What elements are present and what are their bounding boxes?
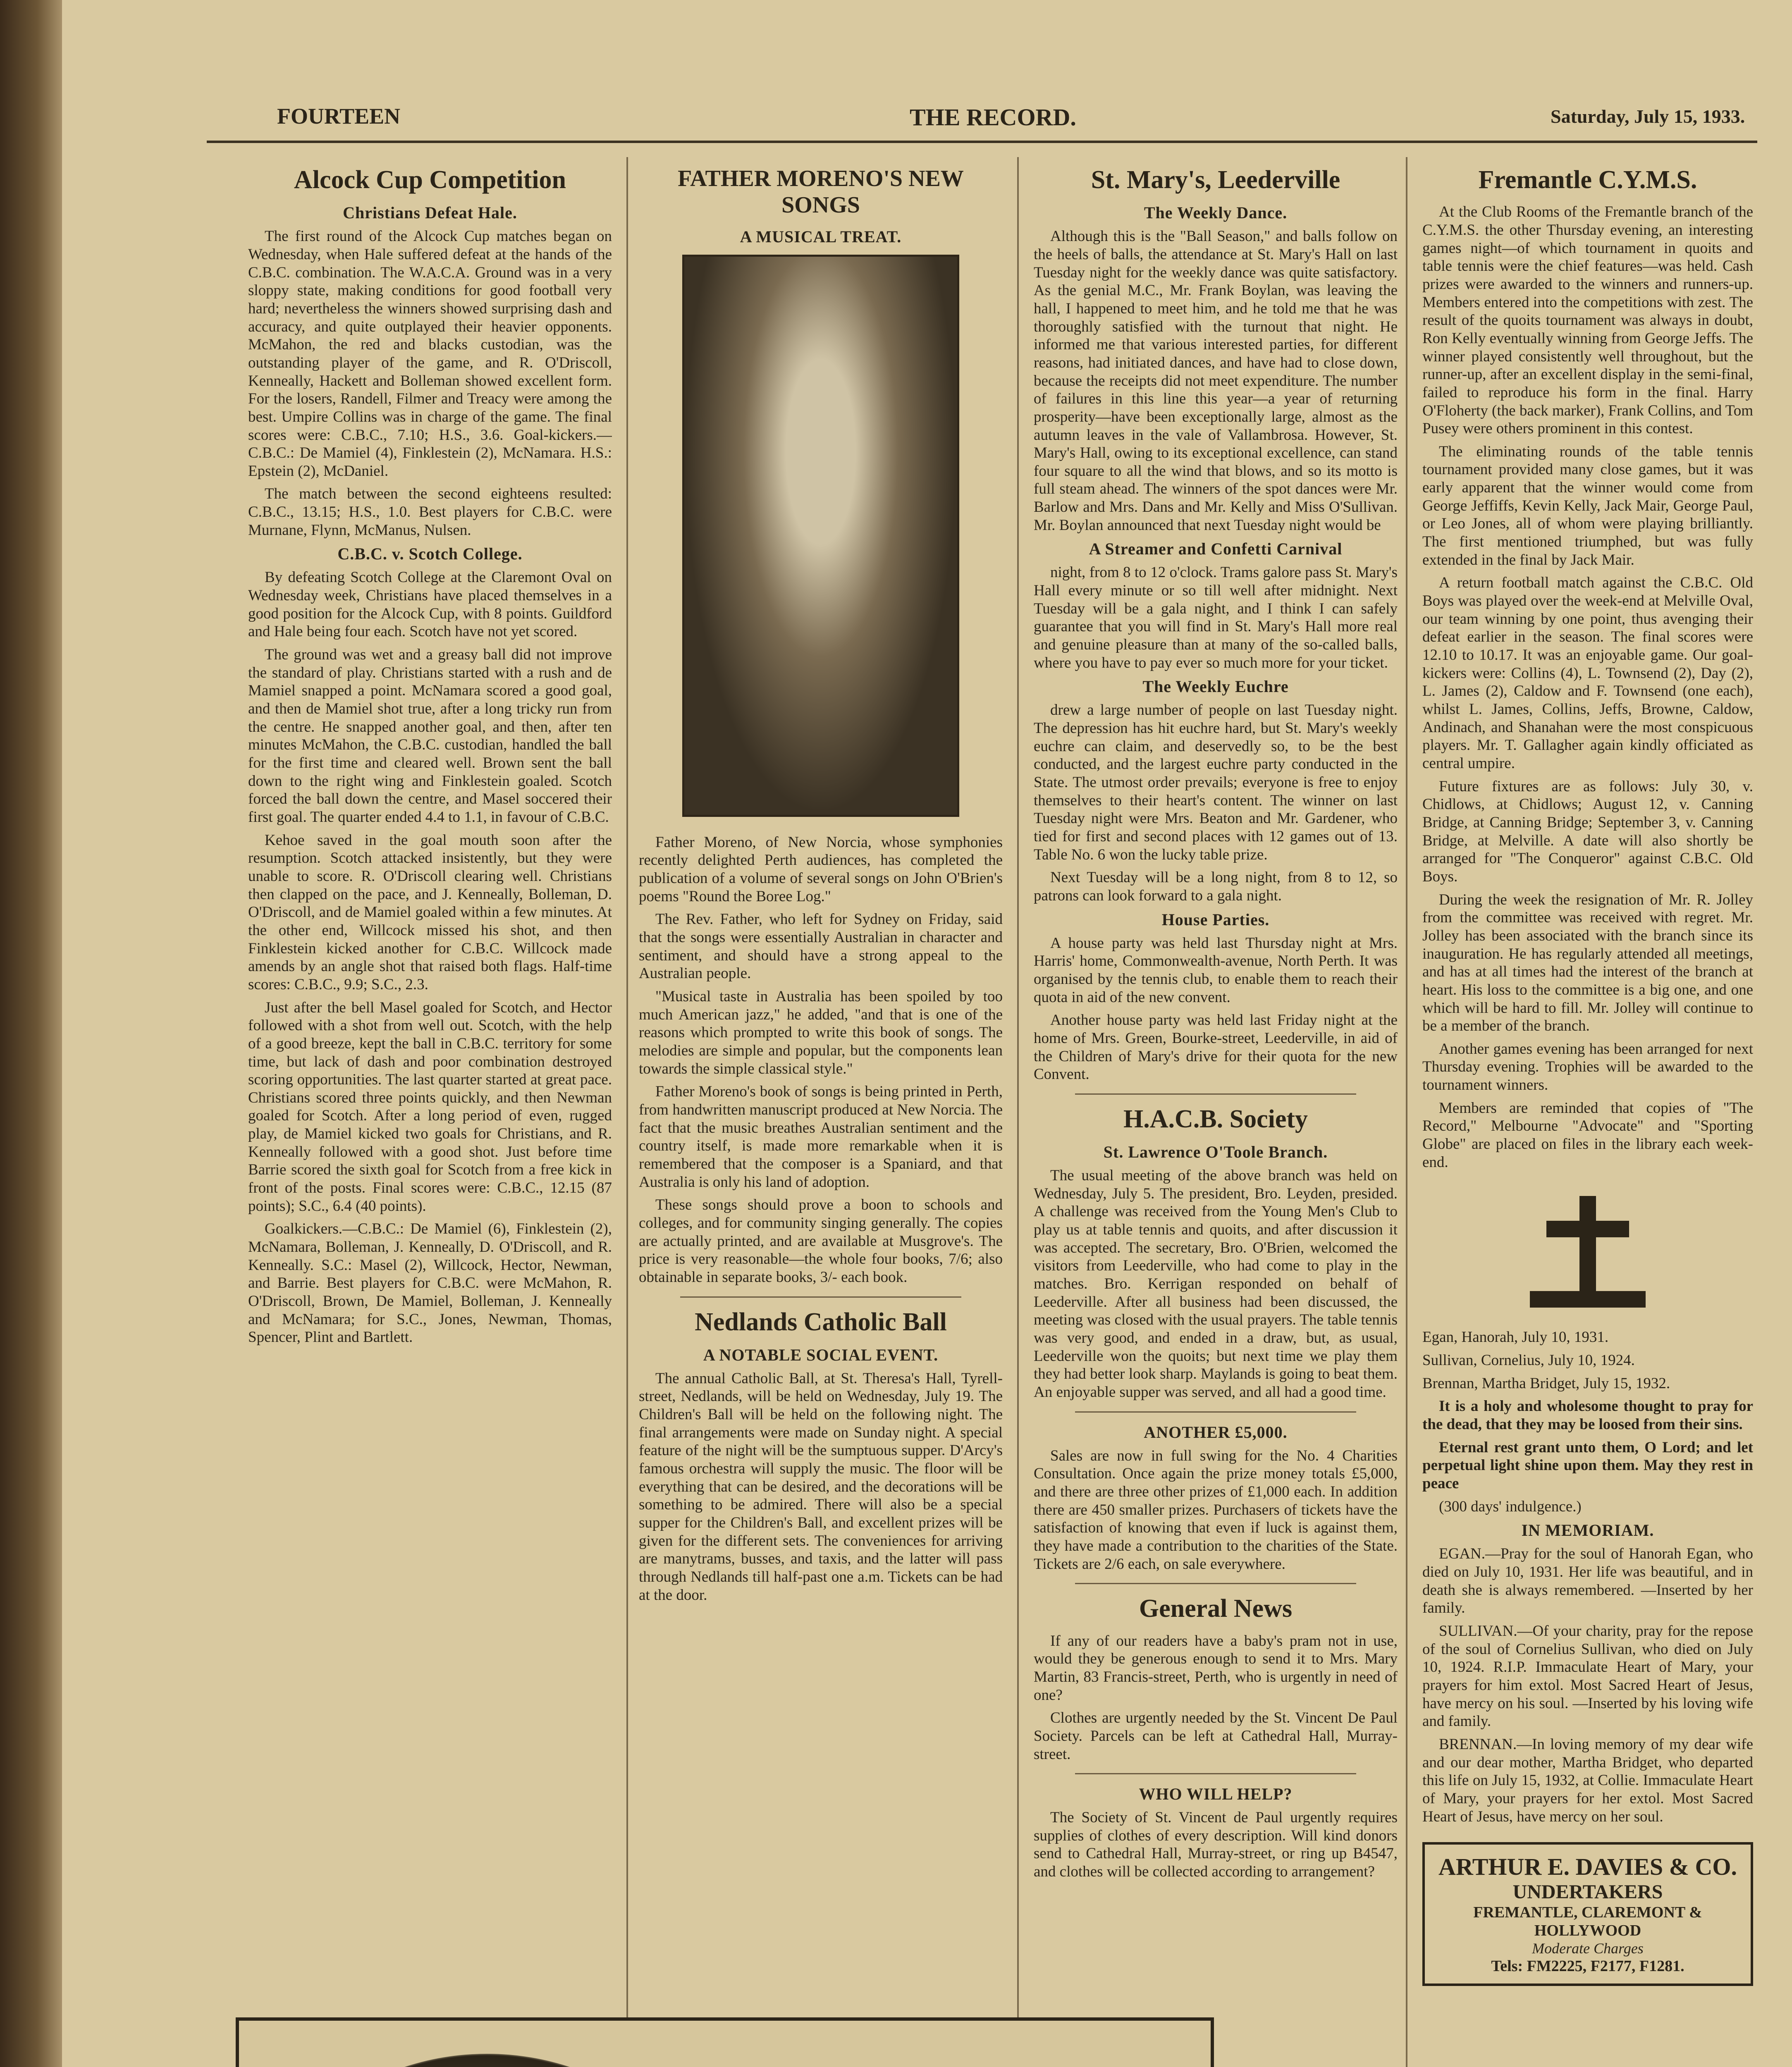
column-4 [1422, 165, 1753, 2067]
subhead: A NOTABLE SOCIAL EVENT. [703, 1345, 939, 1364]
death-notice: Egan, Hanorah, July 10, 1931. [1422, 1329, 1609, 1346]
paragraph: The eliminating rounds of the table tennis tournament provided many close games, but it was early apparent that the winner would come from George Jeffiffs, Kevin Kelly, Jack Mair, George Paul, or Leo Jones, all of whom were playing brilliantly. The first mentioned triumphed, but was fully extended in the final by Jack Mair. [1422, 443, 1753, 568]
paragraph: The Society of St. Vincent de Paul urgently requires supplies of clothes of every description. Will kind donors send to Cathedral Hall, Murray-street, or ring up B4547, and clothes will be collected according to arrangement? [1034, 1809, 1398, 1881]
subhead: C.B.C. v. Scotch College. [337, 544, 523, 563]
divider [1075, 1773, 1356, 1774]
paragraph: drew a large number of people on last Tuesday night. The depression has hit euchre hard, but St. Mary's weekly euchre can claim, and deservedly so, to be the best conducted, and the largest euchre party conducted in the State. The utmost order prevails; everyone is free to enjoy themselves to their heart's content. The winner on last Tuesday night were Mrs. Beaton and Mr. Gardener, who tied for first and second places with 12 games out of 13. Table No. 6 won the lucky table prize. [1034, 702, 1398, 863]
sweets-tin-image [264, 2054, 710, 2067]
subhead: The Weekly Dance. [1144, 203, 1288, 222]
subhead: The Weekly Euchre [1142, 677, 1289, 696]
undertaker-phones: Tels: FM2225, F2177, F1281. [1491, 1957, 1684, 1975]
paragraph: The match between the second eighteens resulted: C.B.C., 13.15; H.S., 1.0. Best players for C.B.C. were Murnane, Flynn, McManus, Nulsen. [248, 485, 612, 539]
paragraph: The ground was wet and a greasy ball did not improve the standard of play. Christians started with a rush and de Mamiel snapped a point. McNamara scored a good goal, and then de Mamiel shot true, after a long tricky run from the centre. He snapped another goal, and then, after ten minutes McMahon, the C.B.C. custodian, handled the ball for the first time and cleared well. Brown sent the ball down to the right wing and Finklestein goaled. Scotch forced the ball down the centre, and Masel soccered their first goal. The quarter ended 4.4 to 1.1, in favour of C.B.C. [248, 646, 612, 826]
divider [680, 1296, 961, 1298]
undertaker-name: ARTHUR E. DAVIES & CO. [1438, 1853, 1737, 1881]
prayer-text: Eternal rest grant unto them, O Lord; and let perpetual light shine upon them. May they rest in peace [1422, 1439, 1753, 1492]
death-notice: Sullivan, Cornelius, July 10, 1924. [1422, 1352, 1635, 1369]
page-header [207, 103, 1757, 136]
column-1 [248, 165, 612, 2005]
paragraph: Next Tuesday will be a long night, from 8 to 12, so patrons can look forward to a gala night. [1034, 869, 1398, 904]
paragraph: Clothes are urgently needed by the St. Vincent De Paul Society. Parcels can be left at Cathedral Hall, Murray-street. [1034, 1709, 1398, 1763]
undertaker-role: UNDERTAKERS [1512, 1881, 1663, 1903]
paragraph: During the week the resignation of Mr. R. Jolley from the committee was received with regret. Mr. Jolley has been associated with the branch since its inauguration. He has regularly attended all meetings, and has at all times had the interest of the branch at heart. His loss to the committee is a big one, and one which will be hard to fill. Mr. Jolley will continue to be a member of the branch. [1422, 891, 1753, 1035]
paragraph: Another games evening has been arranged for next Thursday evening. Trophies will be awarded to the tournament winners. [1422, 1040, 1753, 1094]
paragraph: Although this is the "Ball Season," and balls follow on the heels of balls, the attendance at St. Mary's Hall on last Tuesday night for the weekly dance was quite satisfactory. As the genial M.C., Mr. Frank Boylan, was leaving the hall, I happened to meet him, and he told me that he was thoroughly satisfied with the turnout that night. He informed me that various interested parties, for different reasons, had initiated dances, and have had to close down, because the receipts did not meet expenditure. The number of failures in this line this year—a year of returning prosperity—have been exceptionally large, almost as the autumn leaves in the vale of Vallambrosa. However, St. Mary's Hall, owing to its exceptional excellence, can stand four square to all the wind that blows, and so its motto is full steam ahead. The winners of the spot dances were Mr. Barlow and Mrs. Dans and Mr. Kelly and Miss O'Sullivan. Mr. Boylan announced that next Tuesday night would be [1034, 228, 1398, 534]
headline-st-marys: St. Mary's, Leederville [1091, 166, 1340, 194]
paragraph: At the Club Rooms of the Fremantle branch of the C.Y.M.S. the other Thursday evening, an interesting games night—of which tournament in quoits and table tennis were the chief features—was held. Cash prizes were awarded to the winners and runners-up. Members entered into the competitions with zest. The result of the quoits tournament was always in doubt, Ron Kelly eventually winning from George Jeffs. The winner played consistently well throughout, but the runner-up, after an excellent display in the semi-final, failed to reproduce his form in the final. Harry O'Floherty (the back marker), Frank Collins, and Tom Pusey were others prominent in this contest. [1422, 203, 1753, 437]
subhead: A Streamer and Confetti Carnival [1089, 539, 1343, 559]
paper-title: THE RECORD. [910, 104, 1076, 131]
national-mixture-ad [236, 2017, 1214, 2067]
paragraph: Another house party was held last Friday night at the home of Mrs. Green, Bourke-street, Leederville, in aid of the Children of Mary's drive for their quota for the new Convent. [1034, 1012, 1398, 1083]
paragraph: Father Moreno, of New Norcia, whose symphonies recently delighted Perth audiences, has completed the publication of a volume of several songs on John O'Brien's poems "Round the Boree Log." [639, 833, 1003, 905]
paragraph: A return football match against the C.B.C. Old Boys was played over the week-end at Melville Oval, our team winning by one point, thus avenging their defeat earlier in the season. The final scores were 12.10 to 10.17. It was an enjoyable game. Our goal-kickers were: Collins (4), L. Townsend (2), Day (2), L. James (2), Caldow and F. Townsend (one each), whilst L. James, Collins, Jeffs, Browne, Caldow, Andinach, and Shanahan were the most conspicuous players. Mr. T. Gallagher again kindly officiated as central umpire. [1422, 574, 1753, 772]
paragraph: Members are reminded that copies of "The Record," Melbourne "Advocate" and "Sporting Globe" are placed on files in the library each week-end. [1422, 1099, 1753, 1171]
indulgence-text: (300 days' indulgence.) [1439, 1498, 1582, 1515]
paragraph: The usual meeting of the above branch was held on Wednesday, July 5. The president, Bro. Leyden, presided. A challenge was received from the Young Men's Club to play us at table tennis and quoits, and after discussion it was accepted. The secretary, Bro. O'Brien, welcomed the visitors from Leederville, who had come to play in the matches. Bro. Kerrigan responded on behalf of Leederville. After all business had been discussed, the meeting was closed with the usual prayers. The table tennis was very good, and ended in a draw, but, as usual, Leederville won the quoits; but next time we play them they had better look sharp. Maylands is going to beat them. An enjoyable supper was served, and all had a good time. [1034, 1167, 1398, 1401]
page-binding [0, 0, 62, 2067]
divider [1075, 1583, 1356, 1584]
divider [1075, 1093, 1356, 1095]
headline-general-news: General News [1139, 1594, 1293, 1623]
column-separator [1017, 157, 1019, 2067]
paragraph: A house party was held last Thursday night at Mrs. Harris' home, Commonwealth-avenue, North Perth. It was organised by the tennis club, to enable them to reach their quota in aid of the new convent. [1034, 934, 1398, 1006]
undertaker-charges: Moderate Charges [1532, 1940, 1644, 1957]
paragraph: "Musical taste in Australia has been spoiled by too much American jazz," he added, "and that is one of the reasons which prompted to write this book of songs. The melodies are simple and popular, but the components lean towards the simple classical style." [639, 988, 1003, 1077]
paragraph: These songs should prove a boon to schools and colleges, and for community singing generally. The copies are actually printed, and are available at Musgrove's. The price is very reasonable—the whole four books, 7/6; also obtainable in separate books, 3/- each book. [639, 1196, 1003, 1286]
paragraph: The annual Catholic Ball, at St. Theresa's Hall, Tyrell-street, Nedlands, will be held on Wednesday, July 19. The Children's Ball will be held on the following night. The final arrangements were made on Sunday night. A special feature of the night will be the sumptuous supper. D'Arcy's famous orchestra will supply the music. The floor will be everything that can be desired, and the decorations will be something to be admired. There will also be a special supper for the Children's Ball, and excellent prizes will be given for the different sets. The conveniences for arriving are manytrams, busses, and taxis, and the latter will pass through Nedlands till half-past one a.m. Tickets can be had at the door. [639, 1370, 1003, 1604]
portrait-photo [682, 255, 959, 817]
column-2 [639, 165, 1003, 2005]
subhead: St. Lawrence O'Toole Branch. [1103, 1143, 1328, 1162]
header-rule [207, 141, 1757, 143]
memoriam-entry: BRENNAN.—In loving memory of my dear wife and our dear mother, Martha Bridget, who departed this life on July 15, 1932, at Collie. Immaculate Heart of Mary, your prayers for her extol. Most Sacred Heart of Jesus, have mercy on her soul. [1422, 1735, 1753, 1825]
paragraph: Goalkickers.—C.B.C.: De Mamiel (6), Finklestein (2), McNamara, Bolleman, J. Kenneally, D. O'Driscoll, and R. Kenneally. S.C.: Masel (2), Willcock, Hector, Newman, and Barrie. Best players for C.B.C. were McMahon, R. O'Driscoll, Brown, De Mamiel, Bolleman, J. Kenneally and McNamara; for S.C., Jones, Newman, Thomas, Spencer, Plint and Bartlett. [248, 1220, 612, 1346]
headline-nedlands-ball: Nedlands Catholic Ball [695, 1308, 947, 1336]
paragraph: night, from 8 to 12 o'clock. Trams galore pass St. Mary's Hall every minute or so till well after midnight. Next Tuesday will be a gala night, and I think I can safely guarantee that you will find in St. Mary's Hall more real and genuine pleasure than at many of the so-called balls, where you have to pay ever so much more for your ticket. [1034, 564, 1398, 671]
issue-date: Saturday, July 15, 1933. [1551, 106, 1745, 127]
page-number: FOURTEEN [277, 104, 401, 129]
headline-alcock-cup: Alcock Cup Competition [294, 166, 566, 194]
subhead: A MUSICAL TREAT. [740, 227, 902, 246]
paragraph: If any of our readers have a baby's pram not in use, would they be generous enough to send it to Mrs. Mary Martin, 83 Francis-street, Perth, who is urgently in need of one? [1034, 1632, 1398, 1704]
paragraph: Sales are now in full swing for the No. 4 Charities Consultation. Once again the prize money totals £5,000, and there are three other prizes of £1,000 each. In addition there are 450 smaller prizes. Purchasers of tickets have the satisfaction of knowing that even if luck is against them, they have made a contribution to the charities of the State. Tickets are 2/6 each, on sale everywhere. [1034, 1447, 1398, 1573]
undertaker-ad [1422, 1842, 1753, 1986]
paragraph: Just after the bell Masel goaled for Scotch, and Hector followed with a shot from well out. Scotch, with the help of a good breeze, kept the ball in C.B.C. territory for some time, but lack of dash and poor combination destroyed scoring opportunities. The last quarter started at great pace. Christians scored three points quickly, and then Newman goaled for Scotch. After a long period of even, rugged play, de Mamiel kicked two goals for Christians, and R. Kenneally followed with a good shot. Just before time Barrie scored the sixth goal for Scotch from a free kick in front of the posts. Final scores were: C.B.C., 12.15 (87 points); S.C., 6.4 (40 points). [248, 999, 612, 1215]
memoriam-entry: SULLIVAN.—Of your charity, pray for the repose of the soul of Cornelius Sullivan, who died on July 10, 1924. R.I.P. Immaculate Heart of Mary, your prayers for him extol. Most Sacred Heart of Jesus, have mercy on his soul. —Inserted by his loving wife and family. [1422, 1622, 1753, 1730]
paragraph: Kehoe saved in the goal mouth soon after the resumption. Scotch attacked insistently, but they were unable to score. R. O'Driscoll clearing well. Christians then clapped on the pace, and J. Kenneally, Bolleman, D. O'Driscoll, and de Mamiel goaled within a few minutes. At the other end, Willcock missed his shot, and then Finklestein kicked another for C.B.C. Willcock made amends by an angle shot that raised both flags. Half-time scores: C.B.C., 9.9; S.C., 2.3. [248, 831, 612, 993]
divider [1075, 1411, 1356, 1413]
column-separator [1406, 157, 1407, 2067]
undertaker-places: FREMANTLE, CLAREMONT & HOLLYWOOD [1473, 1904, 1702, 1940]
headline-moreno-songs: FATHER MORENO'S NEW SONGS [678, 166, 964, 218]
memoriam-entry: EGAN.—Pray for the soul of Hanorah Egan, who died on July 10, 1931. Her life was beautiful, and in death she is always remembered. —Inserted by her family. [1422, 1545, 1753, 1617]
subhead: ANOTHER £5,000. [1144, 1423, 1288, 1442]
prayer-text: It is a holy and wholesome thought to pray for the dead, that they may be loosed from their sins. [1422, 1398, 1753, 1433]
paragraph: The first round of the Alcock Cup matches began on Wednesday, when Hale suffered defeat at the hands of the C.B.C. combination. The W.A.C.A. Ground was in a very sloppy state, making conditions for good football very hard; nevertheless the winners showed surprising dash and accuracy, and quite outplayed their heavier opponents. McMahon, the red and blacks custodian, was the outstanding player of the game, and R. O'Driscoll, Kenneally, Hackett and Bolleman showed excellent form. For the losers, Randell, Filmer and Treacy were among the best. Umpire Collins was in charge of the game. The final scores were: C.B.C., 7.10; H.S., 3.6. Goal-kickers.—C.B.C.: De Mamiel (4), Finklestein (2), McNamara. H.S.: Epstein (2), McDaniel. [248, 228, 612, 480]
headline-hacb: H.A.C.B. Society [1123, 1105, 1308, 1133]
subhead: WHO WILL HELP? [1139, 1785, 1293, 1804]
headline-fremantle-cyms: Fremantle C.Y.M.S. [1478, 166, 1697, 194]
death-notice: Brennan, Martha Bridget, July 15, 1932. [1422, 1375, 1670, 1392]
paragraph: Father Moreno's book of songs is being printed in Perth, from handwritten manuscript produced at New Norcia. The fact that the music breathes Australian sentiment and the country itself, is made more remarkable when it is remembered that the composer is a Spaniard, and that Australia is only his land of adoption. [639, 1083, 1003, 1191]
paragraph: By defeating Scotch College at the Claremont Oval on Wednesday week, Christians have placed themselves in a good position for the Alcock Cup, with 8 points. Guildford and Hale being four each. Scotch have not yet scored. [248, 569, 612, 640]
cross-icon [1422, 1184, 1753, 1316]
column-3 [1034, 165, 1398, 2067]
paragraph: The Rev. Father, who left for Sydney on Friday, said that the songs were essentially Australian in character and sentiment, and should have a strong appeal to the Australian people. [639, 911, 1003, 982]
column-separator [626, 157, 628, 2067]
subhead: IN MEMORIAM. [1521, 1521, 1654, 1540]
paragraph: Future fixtures are as follows: July 30, v. Chidlows, at Chidlows; August 12, v. Canning Bridge, at Canning Bridge; September 3, v. Canning Bridge, at Melville. A date will also shortly be arranged for "The Conqueror" against C.B.C. Old Boys. [1422, 778, 1753, 885]
subhead: House Parties. [1161, 910, 1270, 929]
subhead: Christians Defeat Hale. [343, 203, 517, 222]
